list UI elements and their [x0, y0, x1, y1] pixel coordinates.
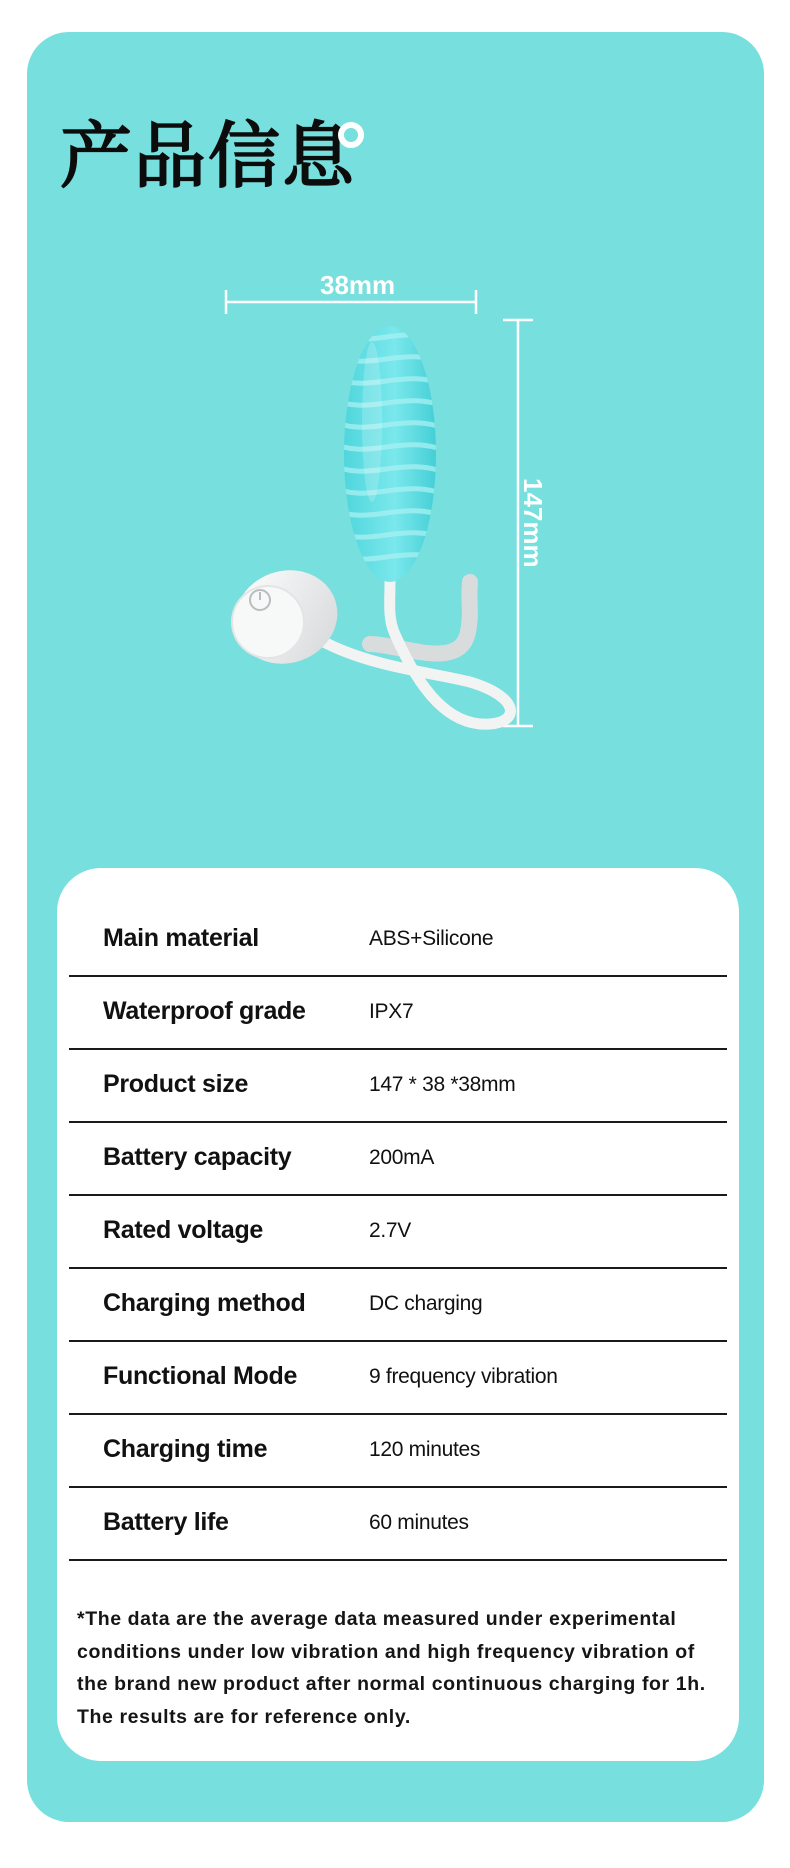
spec-label: Battery life [103, 1508, 229, 1536]
spec-footnote: *The data are the average data measured under experimental conditions under low vibration and high frequency vibration of the brand new product after normal continuous charging for 1h. The results are for reference only. [77, 1608, 706, 1728]
spec-row [69, 1415, 727, 1488]
spec-value: 200mA [369, 1146, 435, 1169]
page-title: 产品信息 [60, 114, 357, 198]
spec-label: Waterproof grade [103, 997, 306, 1025]
spec-value: 147 * 38 *38mm [369, 1073, 516, 1096]
spec-row [69, 1488, 727, 1561]
spec-row [69, 1196, 727, 1269]
spec-value: IPX7 [369, 1000, 414, 1023]
spec-row [69, 1342, 727, 1415]
spec-row [69, 904, 727, 977]
spec-value: 9 frequency vibration [369, 1365, 558, 1388]
spec-label: Main material [103, 924, 259, 952]
spec-value: 120 minutes [369, 1438, 481, 1461]
spec-label: Charging time [103, 1435, 268, 1463]
spec-row [69, 1050, 727, 1123]
spec-row [69, 1269, 727, 1342]
vibrating-egg-with-remote-icon [220, 272, 580, 752]
width-dimension-label: 38mm [320, 270, 396, 300]
spec-row [69, 1123, 727, 1196]
spec-label: Rated voltage [103, 1216, 264, 1244]
spec-value: 2.7V [369, 1219, 411, 1242]
spec-label: Charging method [103, 1289, 306, 1317]
spec-value: ABS+Silicone [369, 927, 494, 950]
spec-value: 60 minutes [369, 1511, 469, 1534]
spec-value: DC charging [369, 1292, 483, 1315]
height-dimension-label: 147mm [518, 478, 548, 568]
spec-row [69, 977, 727, 1050]
spec-label: Functional Mode [103, 1362, 298, 1390]
spec-label: Battery capacity [103, 1143, 292, 1171]
spec-card [57, 868, 739, 1761]
spec-label: Product size [103, 1070, 249, 1098]
